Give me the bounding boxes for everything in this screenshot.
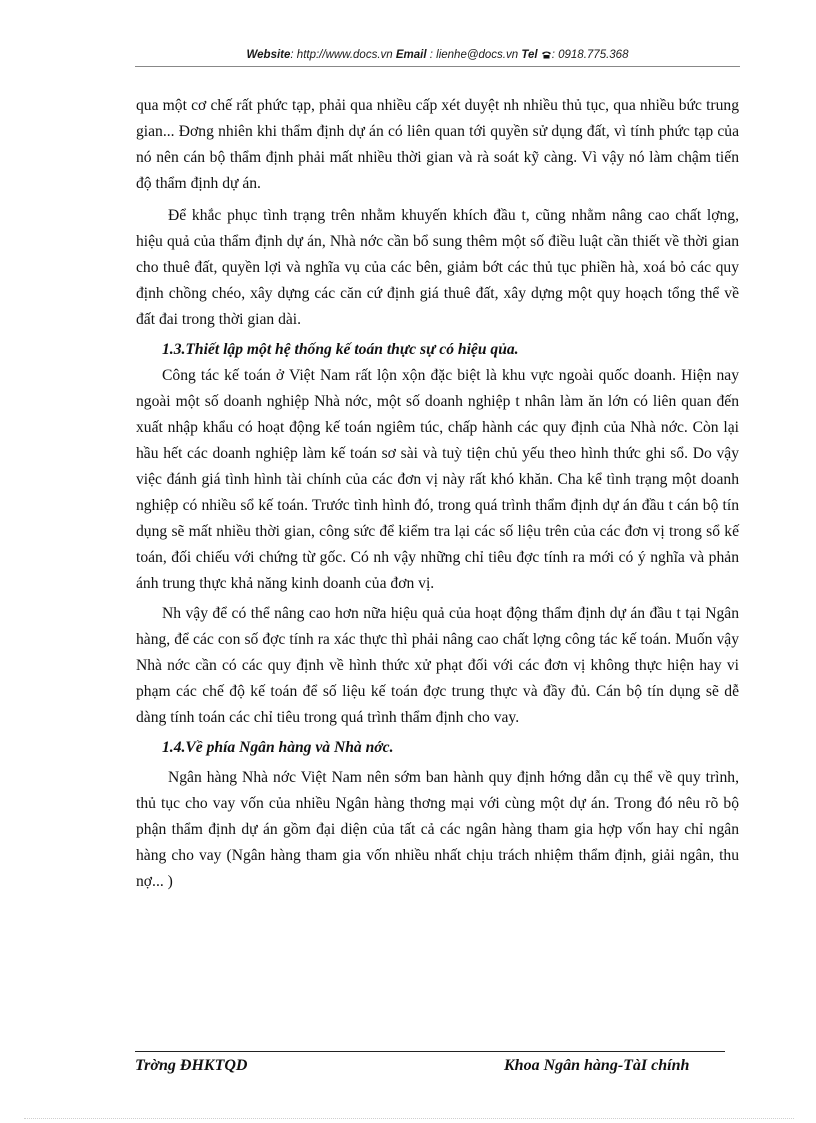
website-url[interactable]: : http://www.docs.vn [290, 49, 396, 61]
paragraph-1: qua một cơ chế rất phức tạp, phải qua nhiều cấp xét duyệt nh nhiều thủ tục, qua nhiều bức trung gian... Đơng nhiên khi thẩm định dự án có liên quan tới quyền sử dụng đất, vì tính phức tạp của nó nên cán bộ thẩm định phải mất nhiều thời gian và rà soát kỹ càng. Vì vậy nó làm chậm tiến độ thẩm định dự án. [136, 97, 739, 192]
tel-number: : 0918.775.368 [551, 49, 629, 61]
paragraph-3: Công tác kế toán ở Việt Nam rất lộn xộn đặc biệt là khu vực ngoài quốc doanh. Hiện nay ngoài một số doanh nghiệp Nhà nớc, một số doanh nghiệp t nhân làm ăn lớn có liên quan đến xuất nhập khẩu có hoạt động kế toán ngiêm túc, chấp hành các quy định của Nhà nớc. Còn lại hầu hết các doanh nghiệp làm kế toán sơ sài và tuỳ tiện chủ yếu theo hình thức ghi sổ. Do vậy việc đánh giá tình hình tài chính của các đơn vị này rất khó khăn. Cha kể tình trạng một doanh nghiệp có nhiều sổ kế toán. Trước tình hình đó, trong quá trình thẩm định dự án đầu t cán bộ tín dụng sẽ mất nhiều thời gian, công sức để kiểm tra lại các số liệu trên của các đơn vị trong sổ kế toán, đối chiếu với chứng từ gốc. Có nh vậy những chỉ tiêu đợc tính ra mới có ý nghĩa và phản ánh trung thực khả năng kinh doanh của đơn vị. [136, 367, 739, 592]
tel-label: Tel [521, 49, 541, 61]
paragraph-2: Để khắc phục tình trạng trên nhằm khuyến khích đầu t, cũng nhằm nâng cao chất lợng, hiệu quả của thẩm định dự án, Nhà nớc cần bổ sung thêm một số điều luật cần thiết về thời gian cho thuê đất, quyền lợi và nghĩa vụ của các bên, giảm bớt các thủ tục phiền hà, xoá bỏ các quy định chồng chéo, xây dựng các căn cứ định giá thuê đất, xây dựng một quy hoạch tổng thể về đất đai trong thời gian dài. [136, 207, 739, 328]
page-edge-dotted-line [24, 1118, 794, 1119]
footer-divider [135, 1051, 725, 1052]
page-header [135, 49, 740, 61]
section-heading-1-4: 1.4.Về phía Ngân hàng và Nhà nớc. [162, 739, 394, 756]
footer-university: Trờng ĐHKTQD [135, 1057, 248, 1074]
header-divider [135, 66, 740, 67]
footer-faculty: Khoa Ngân hàng-TàI chính [504, 1057, 690, 1074]
section-heading-1-3: 1.3.Thiết lập một hệ thống kế toán thực sự có hiệu qủa. [162, 341, 519, 358]
website-label: Website [246, 49, 291, 61]
paragraph-5: Ngân hàng Nhà nớc Việt Nam nên sớm ban hành quy định hớng dẫn cụ thể về quy trình, thủ tục cho vay vốn của nhiều Ngân hàng thơng mại với cùng một dự án. Trong đó nêu rõ bộ phận thẩm định dự án gồm đại diện của tất cả các ngân hàng tham gia hợp vốn hay chỉ ngân hàng cho vay (Ngân hàng tham gia vốn nhiều nhất chịu trách nhiệm thẩm định, giải ngân, thu nợ... ) [136, 769, 739, 890]
document-body [136, 93, 739, 895]
telephone-icon [541, 50, 552, 59]
paragraph-4: Nh vậy để có thể nâng cao hơn nữa hiệu quả của hoạt động thẩm định dự án đầu t tại Ngân hàng, để các con số đợc tính ra xác thực thì phải nâng cao chất lợng công tác kế toán. Muốn vậy Nhà nớc cần có các quy định về hình thức xử phạt đối với các đơn vị không thực hiện hay vi phạm các chế độ kế toán để số liệu kế toán đợc trung thực và đầy đủ. Cán bộ tín dụng sẽ dễ dàng tính toán các chỉ tiêu trong quá trình thẩm định cho vay. [136, 605, 739, 726]
email-label: Email [395, 49, 427, 61]
email-address[interactable]: : lienhe@docs.vn [426, 49, 522, 61]
